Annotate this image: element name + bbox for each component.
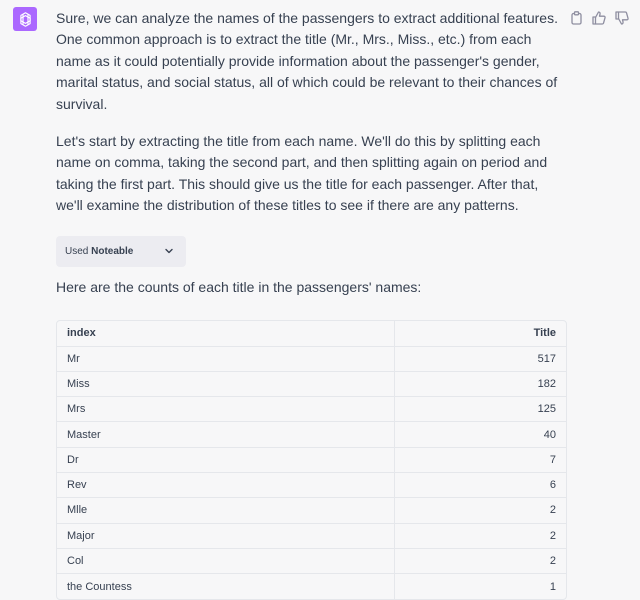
column-header-index: index xyxy=(57,321,394,346)
table-row xyxy=(57,422,566,447)
table-row xyxy=(57,371,566,396)
row-count: 7 xyxy=(394,447,566,472)
plugin-prefix: Used xyxy=(65,245,89,257)
row-count: 2 xyxy=(394,548,566,573)
table-row xyxy=(57,498,566,523)
thumbs-down-icon[interactable] xyxy=(614,10,630,26)
row-index: Col xyxy=(57,548,394,573)
row-count: 125 xyxy=(394,397,566,422)
chevron-down-icon xyxy=(164,246,174,256)
row-count: 40 xyxy=(394,422,566,447)
used-plugin-dropdown[interactable] xyxy=(56,236,186,267)
row-count: 1 xyxy=(394,574,566,599)
row-index: Mr xyxy=(57,346,394,371)
plugin-name: Noteable xyxy=(91,245,134,257)
row-count: 182 xyxy=(394,371,566,396)
row-index: Master xyxy=(57,422,394,447)
plugin-label xyxy=(65,246,133,257)
table-row xyxy=(57,397,566,422)
table-row xyxy=(57,574,566,599)
row-count: 6 xyxy=(394,473,566,498)
table-header-row xyxy=(57,321,566,346)
row-index: the Countess xyxy=(67,580,132,593)
row-index: Miss xyxy=(57,371,394,396)
message-paragraph: Sure, we can analyze the names of the passengers to extract additional features. One common approach is to extract the title (Mr., Mrs., Miss., etc.) from each name as it could potentially provide information about the passenger's gender, marital status, and social status, all of which could be relevant to their chances of survival. xyxy=(56,10,558,112)
row-index: Rev xyxy=(57,473,394,498)
table-row xyxy=(57,447,566,472)
title-counts-table xyxy=(56,320,567,600)
row-index: Mlle xyxy=(57,498,394,523)
table-row xyxy=(57,473,566,498)
message-actions xyxy=(568,10,630,26)
column-header-title: Title xyxy=(394,321,566,346)
table-row xyxy=(57,346,566,371)
copy-icon[interactable] xyxy=(568,10,584,26)
assistant-message xyxy=(56,8,566,600)
row-count: 2 xyxy=(394,498,566,523)
thumbs-up-icon[interactable] xyxy=(591,10,607,26)
message-paragraph: Let's start by extracting the title from each name. We'll do this by splitting each name on comma, taking the second part, and then splitting again on period and taking the first part. This should give us the title for each passenger. After that, we'll examine the distribution of these titles to see if there are any patterns. xyxy=(56,133,548,214)
row-count: 2 xyxy=(394,523,566,548)
openai-logo-icon xyxy=(17,11,34,28)
table-row xyxy=(57,548,566,573)
table-intro: Here are the counts of each title in the passengers' names: xyxy=(56,278,422,295)
row-index: Dr xyxy=(57,447,394,472)
table-row xyxy=(57,523,566,548)
row-index: Mrs xyxy=(57,397,394,422)
row-index: Major xyxy=(57,523,394,548)
assistant-avatar xyxy=(13,7,37,31)
row-count: 517 xyxy=(394,346,566,371)
